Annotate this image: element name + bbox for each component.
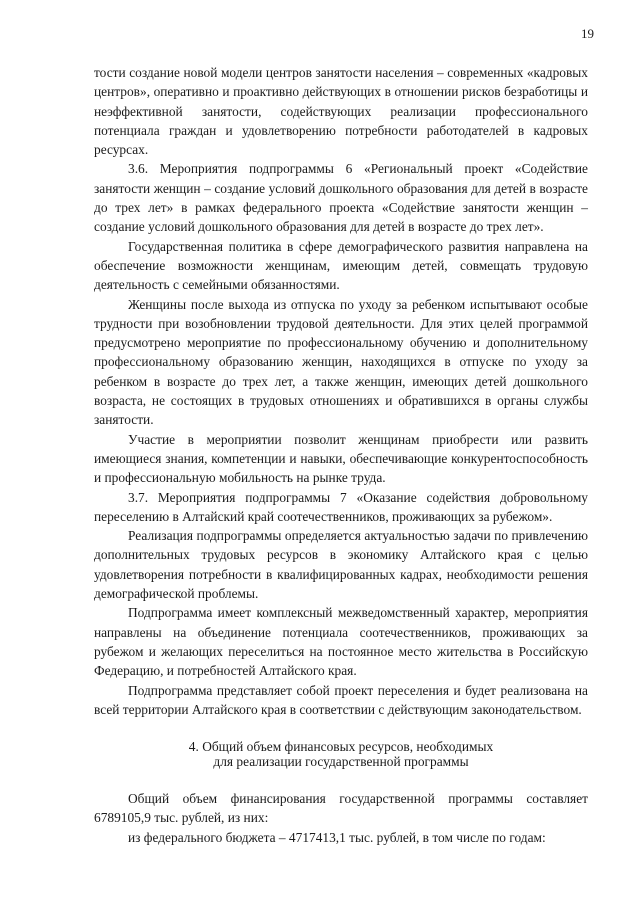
paragraph: из федерального бюджета – 4717413,1 тыс. рублей, в том числе по годам: <box>128 829 546 845</box>
section-heading <box>94 739 588 769</box>
paragraph: Общий объем финансирования государственной программы составляет 6789105,9 тыс. рублей, из них: <box>94 791 588 826</box>
paragraph: Подпрограмма имеет комплексный межведомственный характер, мероприятия направлены на объединение потенциала соотечественников, проживающих за рубежом и желающих переселиться на постоянное место жительства в Российскую Федерацию, и потребностей Алтайского края. <box>94 605 588 679</box>
paragraph: 3.7. Мероприятия подпрограммы 7 «Оказание содействия добровольному переселению в Алтайский край соотечественников, проживающих за рубежом». <box>94 489 588 524</box>
section-heading-line-2: для реализации государственной программы <box>213 754 469 770</box>
paragraph: Женщины после выхода из отпуска по уходу за ребенком испытывают особые трудности при возобновлении трудовой деятельности. Для этих целей программой предусмотрено мероприятие по профессиональному обучению и дополнительному профессиональному образованию женщин, находящихся в отпуске по уходу за ребенком в возрасте до трех лет, а также женщин, имеющих детей дошкольного возраста, не состоящих в трудовых отношениях и обратившихся в органы службы занятости. <box>94 296 588 428</box>
paragraph: Реализация подпрограммы определяется актуальностью задачи по привлечению дополнительных трудовых ресурсов в экономику Алтайского края с целью удовлетворения потребности в квалифицированных кадрах, необходимости решения демографической проблемы. <box>94 528 588 602</box>
paragraph: Участие в мероприятии позволит женщинам приобрести или развить имеющиеся знания, компетенции и навыки, обеспечивающие конкурентоспособность и профессиональную мобильность на рынке труда. <box>94 431 588 486</box>
body-text-top <box>94 63 588 719</box>
section-heading-line-1: 4. Общий объем финансовых ресурсов, необходимых <box>188 739 494 755</box>
page-content <box>94 63 588 847</box>
paragraph: тости создание новой модели центров занятости населения – современных «кадровых центров», оперативно и проактивно действующих в отношении рисков безработицы и неэффективной занятости, содействующих реализации профессионального потенциала граждан и удовлетворению потребности работодателей в кадровых ресурсах. <box>94 65 588 158</box>
paragraph: Подпрограмма представляет собой проект переселения и будет реализована на всей территории Алтайского края в соответствии с действующим законодательством. <box>94 682 588 717</box>
paragraph: Государственная политика в сфере демографического развития направлена на обеспечение возможности женщинам, имеющим детей, совмещать трудовую деятельность с семейными обязанностями. <box>94 238 588 293</box>
body-text-bottom <box>94 789 588 847</box>
page-number: 19 <box>581 26 594 41</box>
paragraph: 3.6. Мероприятия подпрограммы 6 «Региональный проект «Содействие занятости женщин – создание условий дошкольного образования для детей в возрасте до трех лет» в рамках федерального проекта «Содействие занятости женщин – создание условий дошкольного образования для детей в возрасте до трех лет». <box>94 161 588 235</box>
